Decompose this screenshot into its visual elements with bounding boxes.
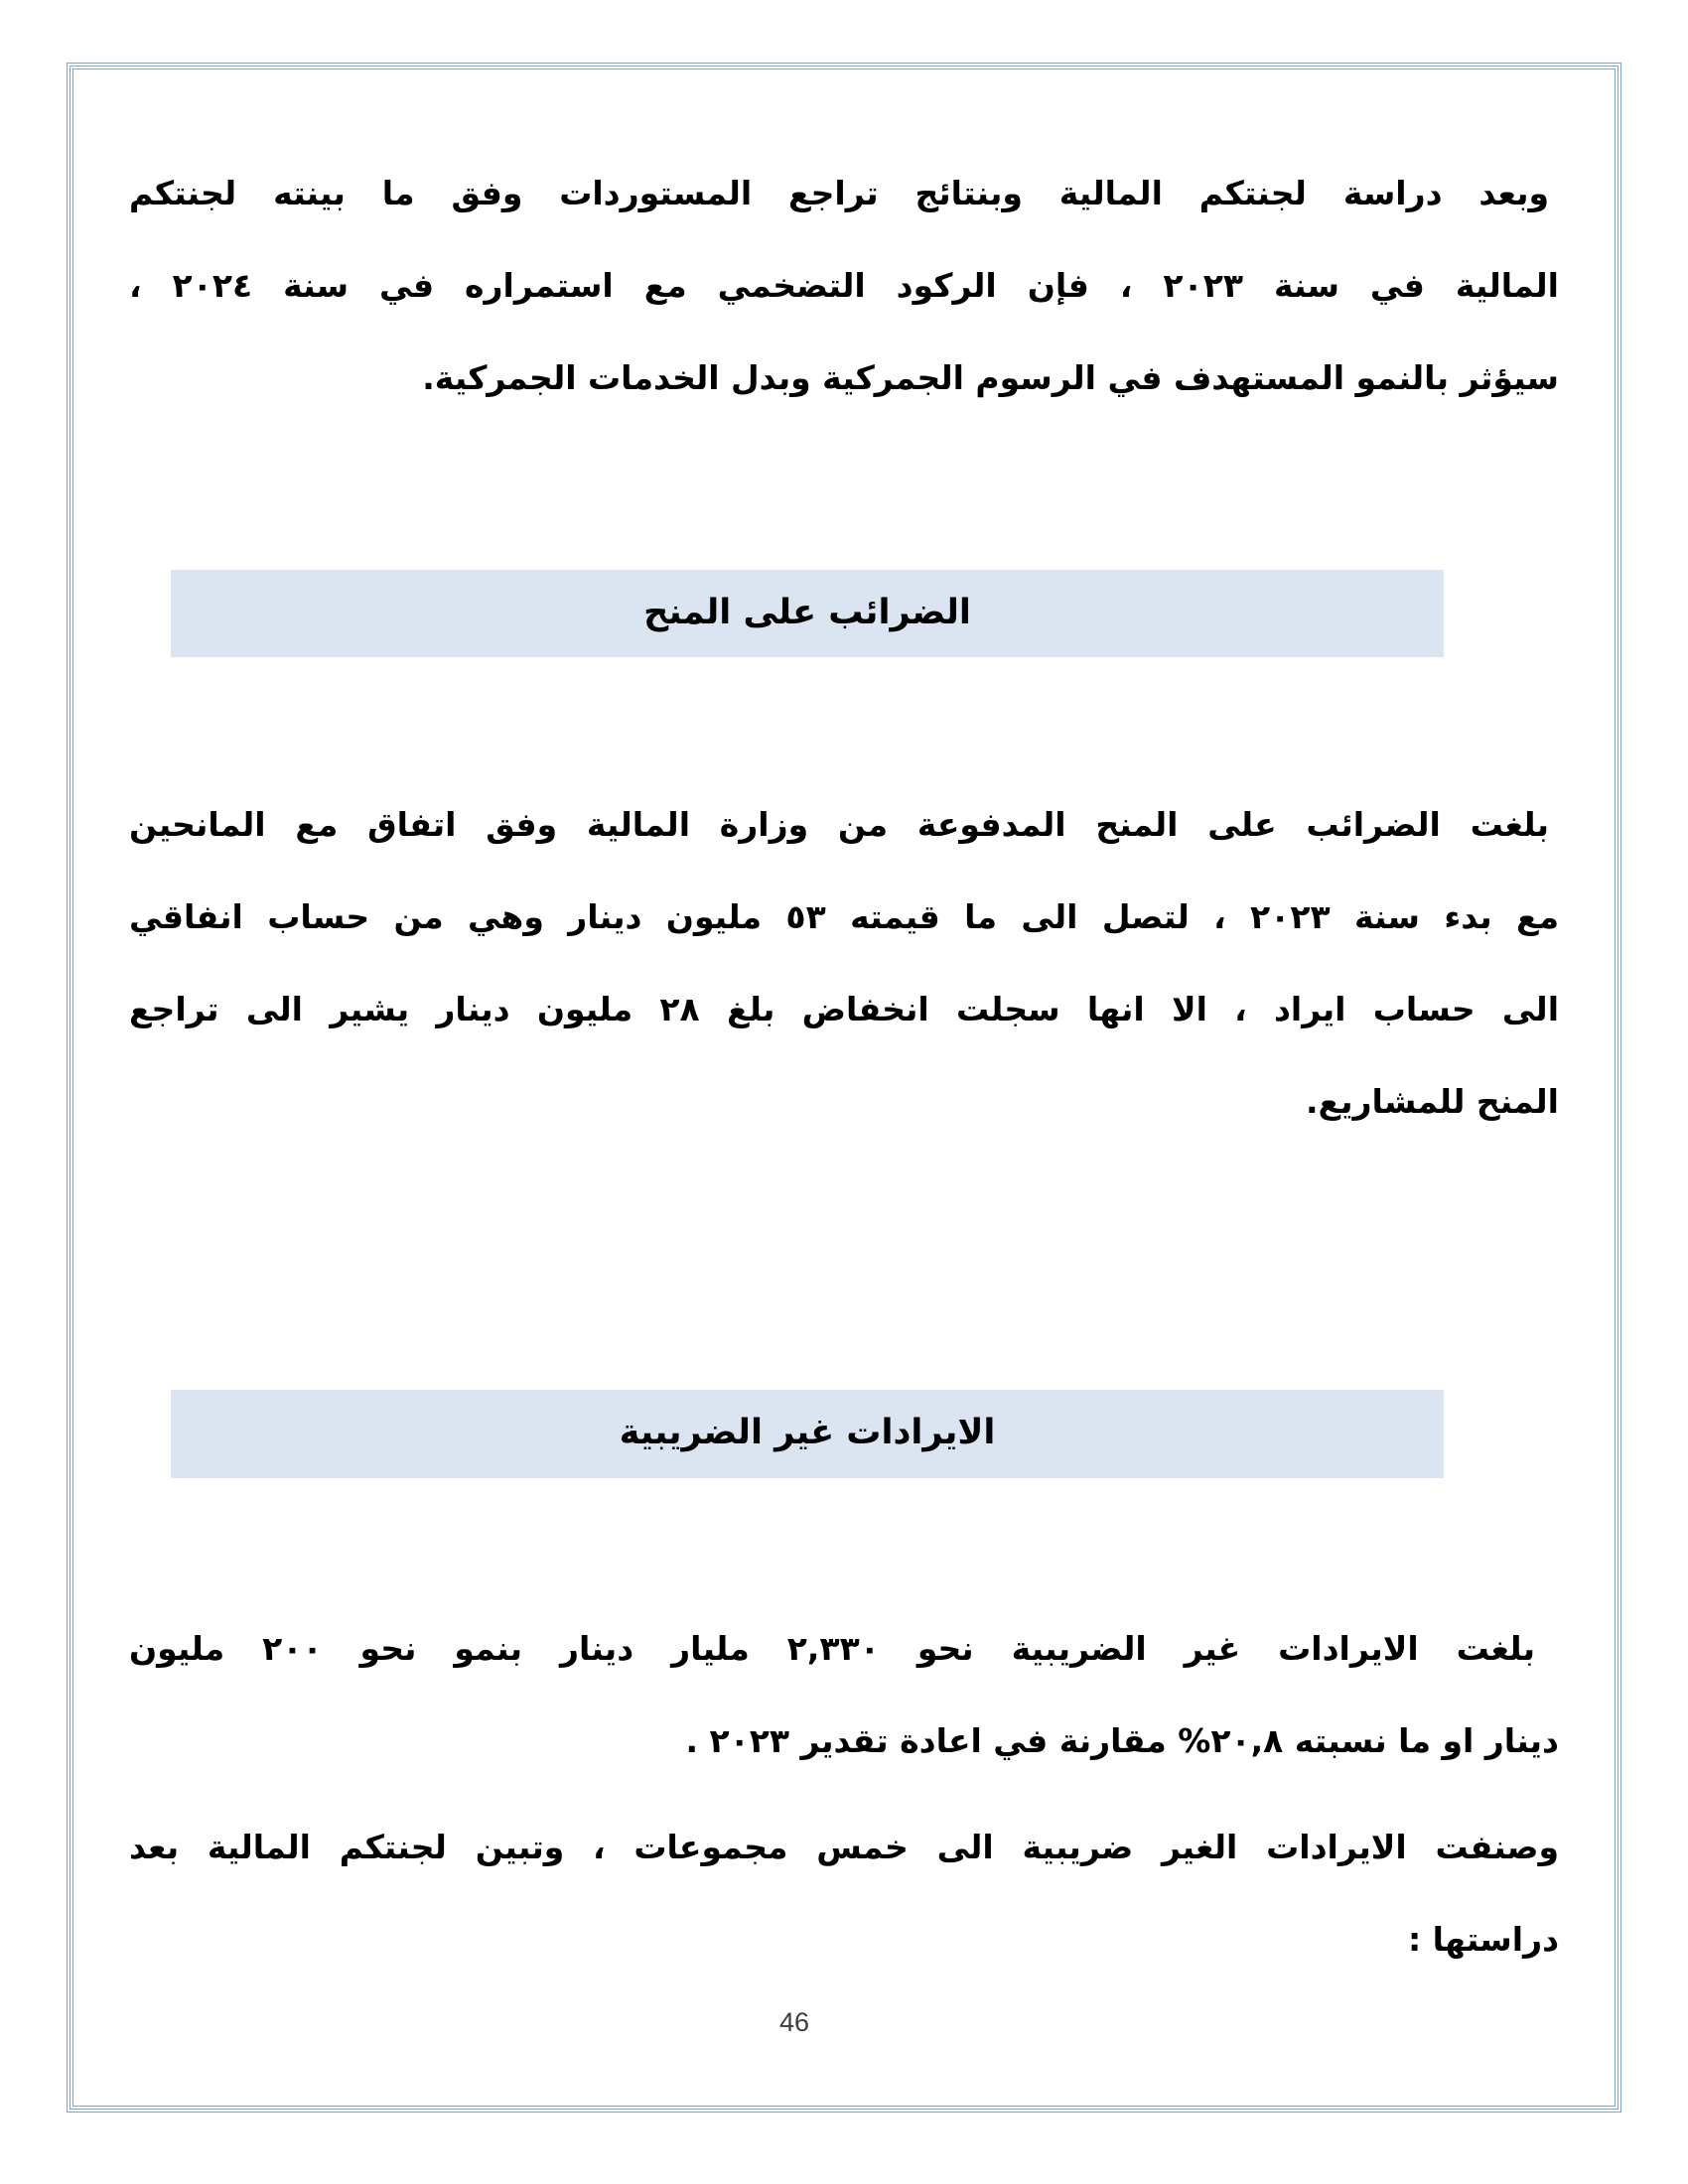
section-heading-label: الايرادات غير الضريبية [619, 1413, 996, 1452]
paragraph-line: دراستها : [1407, 1920, 1559, 1959]
section-heading-band-taxes-on-grants [171, 570, 1444, 657]
paragraph-line: سيؤثر بالنمو المستهدف في الرسوم الجمركية وبدل الخدمات الجمركية. [422, 358, 1559, 397]
paragraph-line: وبعد دراسة لجنتكم المالية وبنتائج تراجع المستوردات وفق ما بينته لجنتكم [129, 174, 1549, 212]
body-paragraph-classification [129, 1801, 1559, 1985]
page-number: 46 [778, 2007, 810, 2037]
section-heading-band-non-tax-revenues [171, 1390, 1444, 1478]
body-paragraph-non-tax-revenues [129, 1602, 1559, 1787]
paragraph-line: وصنفت الايرادات الغير ضريبية الى خمس مجموعات ، وتبين لجنتكم المالية بعد [129, 1828, 1559, 1866]
body-paragraph-customs [129, 147, 1559, 424]
paragraph-line: المالية في سنة ٢٠٢٣ ، فإن الركود التضخمي مع استمراره في سنة ٢٠٢٤ ، [129, 266, 1559, 305]
paragraph-line: بلغت الضرائب على المنح المدفوعة من وزارة المالية وفق اتفاق مع المانحين [129, 805, 1549, 844]
section-heading-label: الضرائب على المنح [643, 593, 971, 632]
paragraph-line: دينار او ما نسبته ٢٠,٨% مقارنة في اعادة تقدير ٢٠٢٣ . [685, 1721, 1559, 1760]
paragraph-line: بلغت الايرادات غير الضريبية نحو ٢,٣٣٠ مليار دينار بنمو نحو ٢٠٠ مليون [129, 1629, 1536, 1668]
paragraph-line: مع بدء سنة ٢٠٢٣ ، لتصل الى ما قيمته ٥٣ مليون دينار وهي من حساب انفاقي [129, 897, 1560, 936]
body-paragraph-grant-taxes [129, 778, 1559, 1148]
paragraph-line: المنح للمشاريع. [1306, 1082, 1559, 1121]
paragraph-line: الى حساب ايراد ، الا انها سجلت انخفاض بلغ ٢٨ مليون دينار يشير الى تراجع [129, 990, 1559, 1028]
